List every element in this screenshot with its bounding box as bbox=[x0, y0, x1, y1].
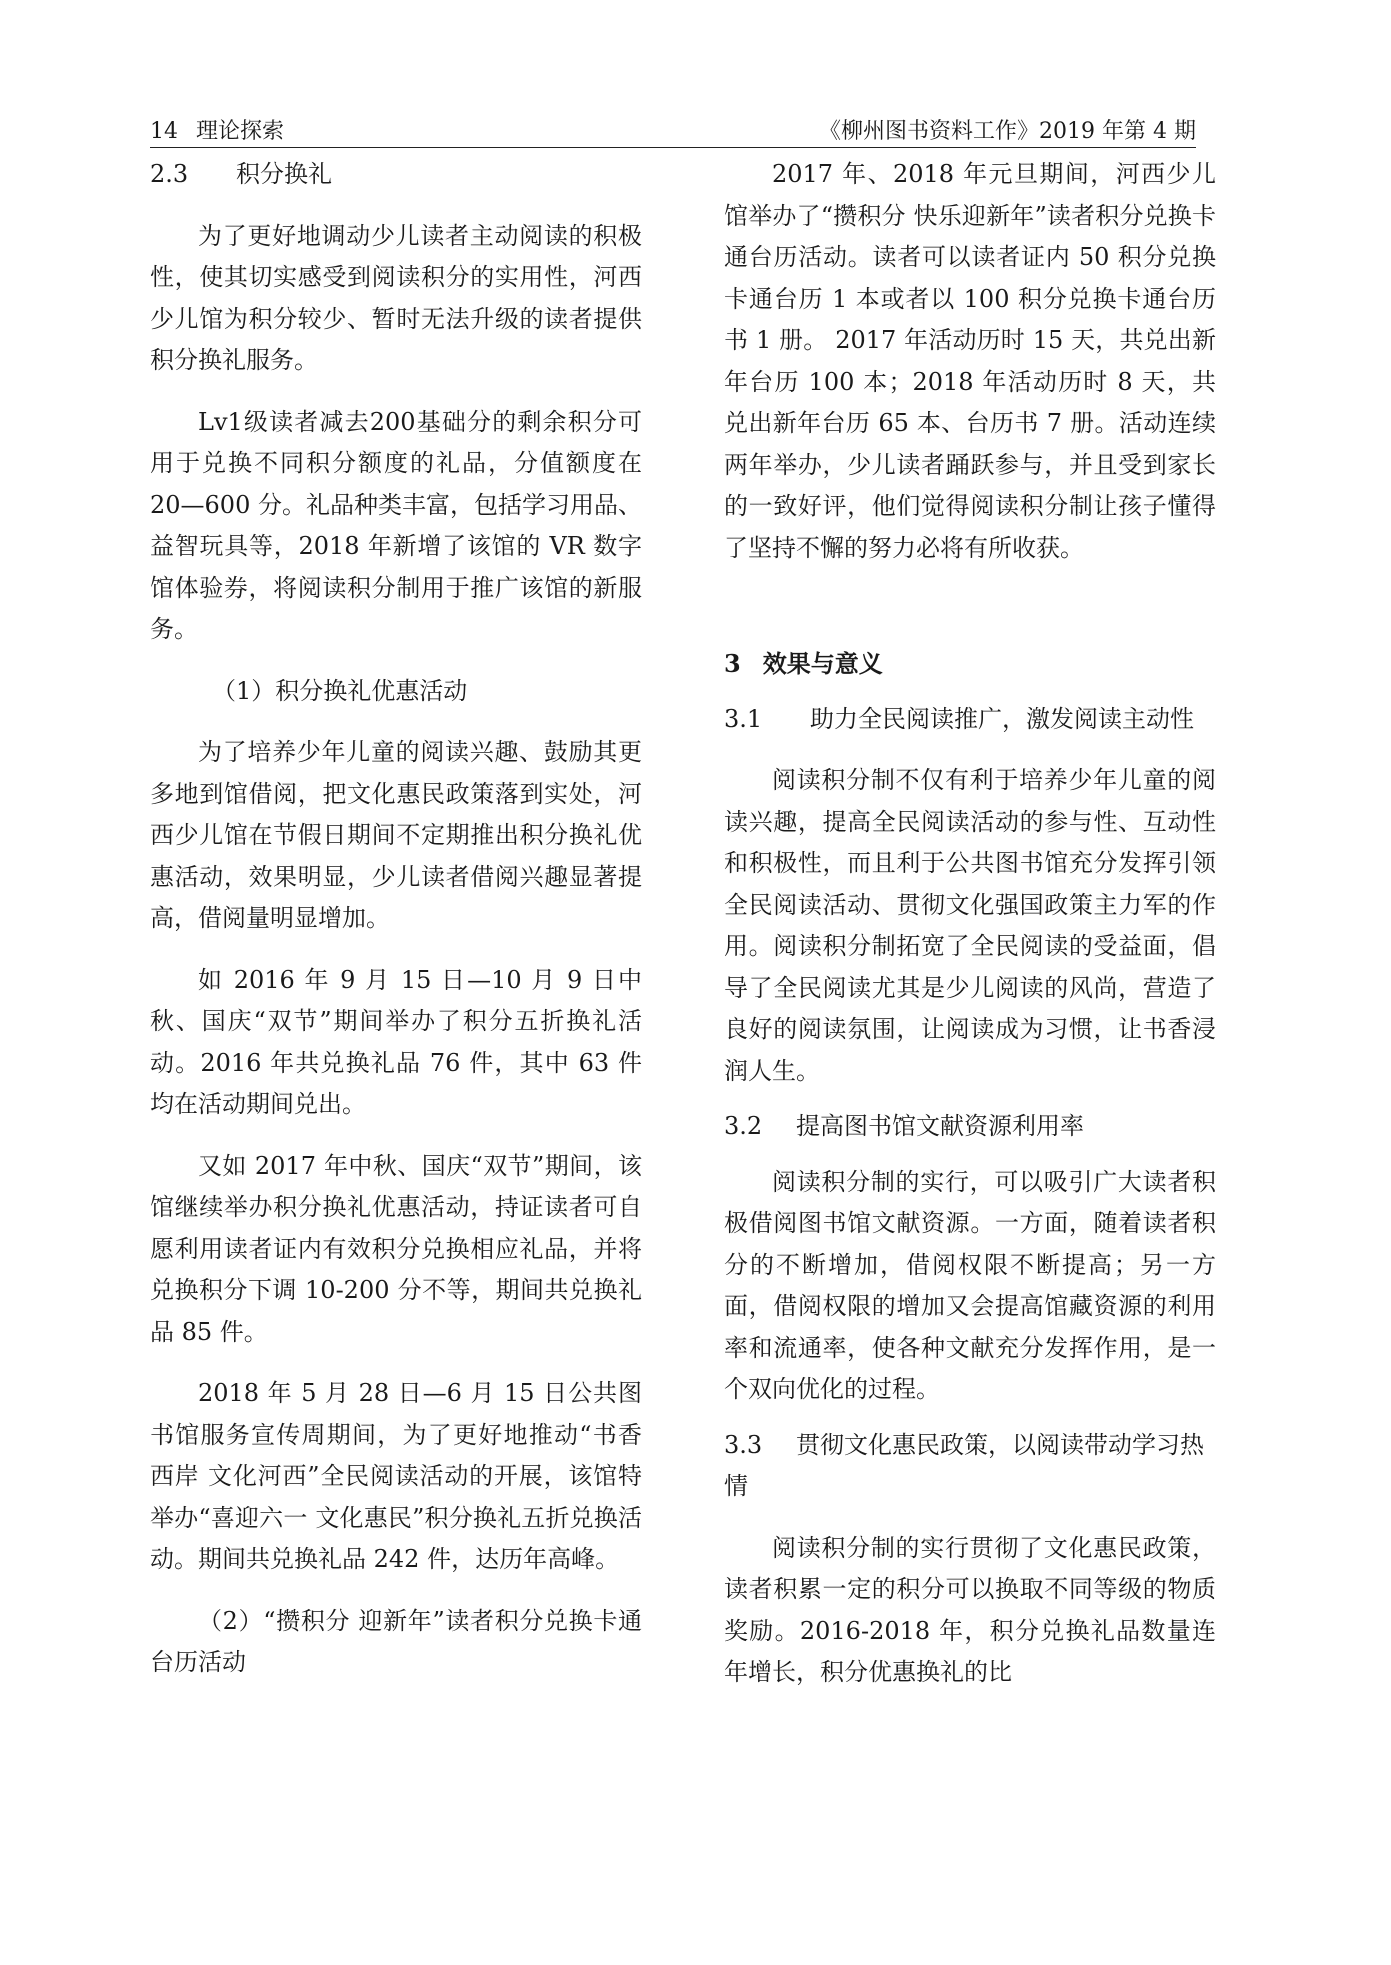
header-left bbox=[150, 114, 284, 145]
heading-title: 贯彻文化惠民政策，以阅读带动学习热情 bbox=[724, 1430, 1204, 1500]
paragraph: 如 2016 年 9 月 15 日—10 月 9 日中秋、国庆“双节”期间举办了积分五折换礼活动。2016 年共兑换礼品 76 件，其中 63 件均在活动期间兑出。 bbox=[150, 965, 642, 1118]
heading-number: 3.1 bbox=[724, 704, 763, 733]
heading-title: 提高图书馆文献资源利用率 bbox=[796, 1112, 1084, 1140]
heading-title: 效果与意义 bbox=[762, 649, 883, 678]
heading-3-1 bbox=[724, 699, 1216, 741]
heading-2-3 bbox=[150, 154, 642, 196]
heading-number: 3.2 bbox=[724, 1112, 763, 1140]
heading-3-3 bbox=[724, 1425, 1216, 1508]
left-column bbox=[150, 150, 642, 1684]
subheading-1: （1）积分换礼优惠活动 bbox=[212, 676, 468, 705]
heading-number: 3 bbox=[724, 649, 741, 678]
header-rule bbox=[150, 147, 1196, 148]
paragraph: 为了培养少年儿童的阅读兴趣、鼓励其更多地到馆借阅，把文化惠民政策落到实处，河西少儿馆在节假日期间不定期推出积分换礼优惠活动，效果明显，少儿读者借阅兴趣显著提高，借阅量明显增加。 bbox=[150, 738, 642, 932]
section-name: 理论探索 bbox=[196, 119, 285, 144]
heading-3-2 bbox=[724, 1106, 1216, 1148]
heading-3 bbox=[724, 643, 1216, 685]
paragraph: 阅读积分制的实行，可以吸引广大读者积极借阅图书馆文献资源。一方面，随着读者积分的不断增加，借阅权限不断提高；另一方面，借阅权限的增加又会提高馆藏资源的利用率和流通率，使各种文献充分发挥作用，是一个双向优化的过程。 bbox=[724, 1167, 1216, 1403]
paragraph: 阅读积分制不仅有利于培养少年儿童的阅读兴趣，提高全民阅读活动的参与性、互动性和积极性，而且利于公共图书馆充分发挥引领全民阅读活动、贯彻文化强国政策主力军的作用。阅读积分制拓宽了全民阅读的受益面，倡导了全民阅读尤其是少儿阅读的风尚，营造了良好的阅读氛围，让阅读成为习惯，让书香浸润人生。 bbox=[724, 766, 1216, 1085]
page-number: 14 bbox=[150, 119, 178, 144]
subheading-2: （2）“攒积分 迎新年”读者积分兑换卡通台历活动 bbox=[150, 1606, 642, 1676]
paragraph: 2018 年 5 月 28 日—6 月 15 日公共图书馆服务宣传周期间，为了更好地推动“书香西岸 文化河西”全民阅读活动的开展，该馆特举办“喜迎六一 文化惠民”积分换礼五折兑换活动。期间共兑换礼品 242 件，达历年高峰。 bbox=[150, 1379, 642, 1573]
heading-title: 助力全民阅读推广，激发阅读主动性 bbox=[810, 704, 1194, 733]
paragraph: 2017 年、2018 年元旦期间，河西少儿馆举办了“攒积分 快乐迎新年”读者积分兑换卡通台历活动。读者可以读者证内 50 积分兑换卡通台历 1 本或者以 100 积分兑换卡通台历书 1 册。 2017 年活动历时 15 天，共兑出新年台历 100 本；2018 年活动历时 8 天，共兑出新年台历 65 本、台历书 7 册。活动连续两年举办，少儿读者踊跃参与，并且受到家长的一致好评，他们觉得阅读积分制让孩子懂得了坚持不懈的努力必将有所收获。 bbox=[724, 160, 1216, 562]
paragraph: Lv1级读者减去200基础分的剩余积分可用于兑换不同积分额度的礼品，分值额度在 20—600 分。礼品种类丰富，包括学习用品、益智玩具等，2018 年新增了该馆的 VR 数字馆体验券，将阅读积分制用于推广该馆的新服务。 bbox=[150, 407, 642, 643]
heading-number: 3.3 bbox=[724, 1430, 763, 1459]
paragraph: 为了更好地调动少儿读者主动阅读的积极性，使其切实感受到阅读积分的实用性，河西少儿馆为积分较少、暂时无法升级的读者提供积分换礼服务。 bbox=[150, 221, 642, 374]
paragraph: 阅读积分制的实行贯彻了文化惠民政策，读者积累一定的积分可以换取不同等级的物质奖励。2016-2018 年，积分兑换礼品数量连年增长，积分优惠换礼的比 bbox=[724, 1533, 1216, 1686]
paragraph: 又如 2017 年中秋、国庆“双节”期间，该馆继续举办积分换礼优惠活动，持证读者可自愿利用读者证内有效积分兑换相应礼品，并将兑换积分下调 10-200 分不等，期间共兑换礼品 85 件。 bbox=[150, 1151, 642, 1346]
heading-number: 2.3 bbox=[150, 160, 189, 188]
journal-title: 《柳州图书资料工作》2019 年第 4 期 bbox=[819, 119, 1196, 144]
right-column bbox=[724, 150, 1216, 1694]
running-header bbox=[150, 114, 1196, 148]
heading-title: 积分换礼 bbox=[236, 160, 332, 188]
